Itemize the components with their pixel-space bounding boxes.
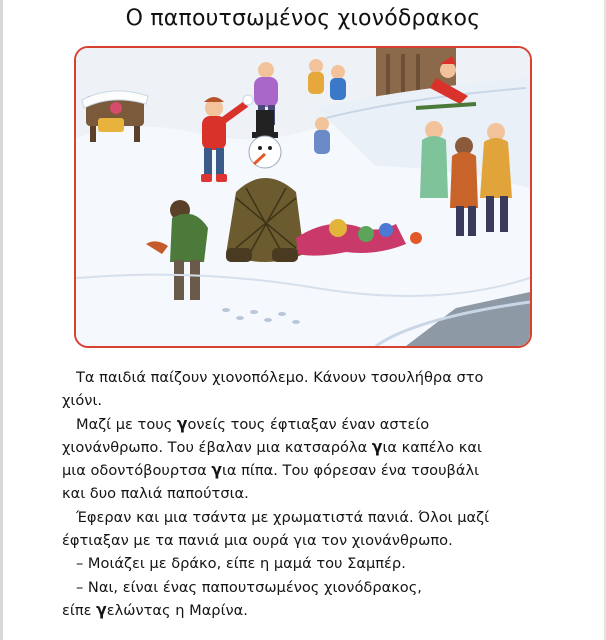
story-text — [62, 366, 542, 622]
story-line: Μαζί με τους γονείς τους έφτιαξαν έναν αστείο — [76, 414, 430, 433]
story-line: μια οδοντόβουρτσα για πίπα. Του φόρεσαν ένα τσουβάλι — [62, 461, 480, 480]
page-left-edge — [0, 0, 3, 640]
child-blue-hat — [314, 117, 330, 154]
story-line: – Μοιάζει με δράκο, είπε η μαμά του Σαμπέρ. — [76, 555, 406, 573]
story-illustration — [74, 46, 532, 348]
story-line: Τα παιδιά παίζουν χιονοπόλεμο. Κάνουν τσουλήθρα στο — [76, 369, 484, 386]
story-line: και δυο παλιά παπούτσια. — [62, 485, 249, 503]
snow-scene-drawing — [76, 48, 530, 346]
story-line: είπε γελώντας η Μαρίνα. — [62, 600, 248, 619]
story-line: – Ναι, είναι ένας παπουτσωμένος χιονόδρακος, — [76, 578, 422, 596]
story-line: Έφεραν και μια τσάντα με χρωματιστά πανιά. Όλοι μαζί — [76, 508, 490, 526]
story-line: χιονάνθρωπο. Του έβαλαν μια κατσαρόλα για καπέλο και — [62, 437, 482, 456]
story-line: χιόνι. — [62, 392, 103, 410]
page-title: Ο παπουτσωμένος χιονόδρακος — [125, 6, 481, 31]
story-line: έφτιαξαν με τα πανιά μια ουρά για τον χιονάνθρωπο. — [62, 532, 453, 550]
